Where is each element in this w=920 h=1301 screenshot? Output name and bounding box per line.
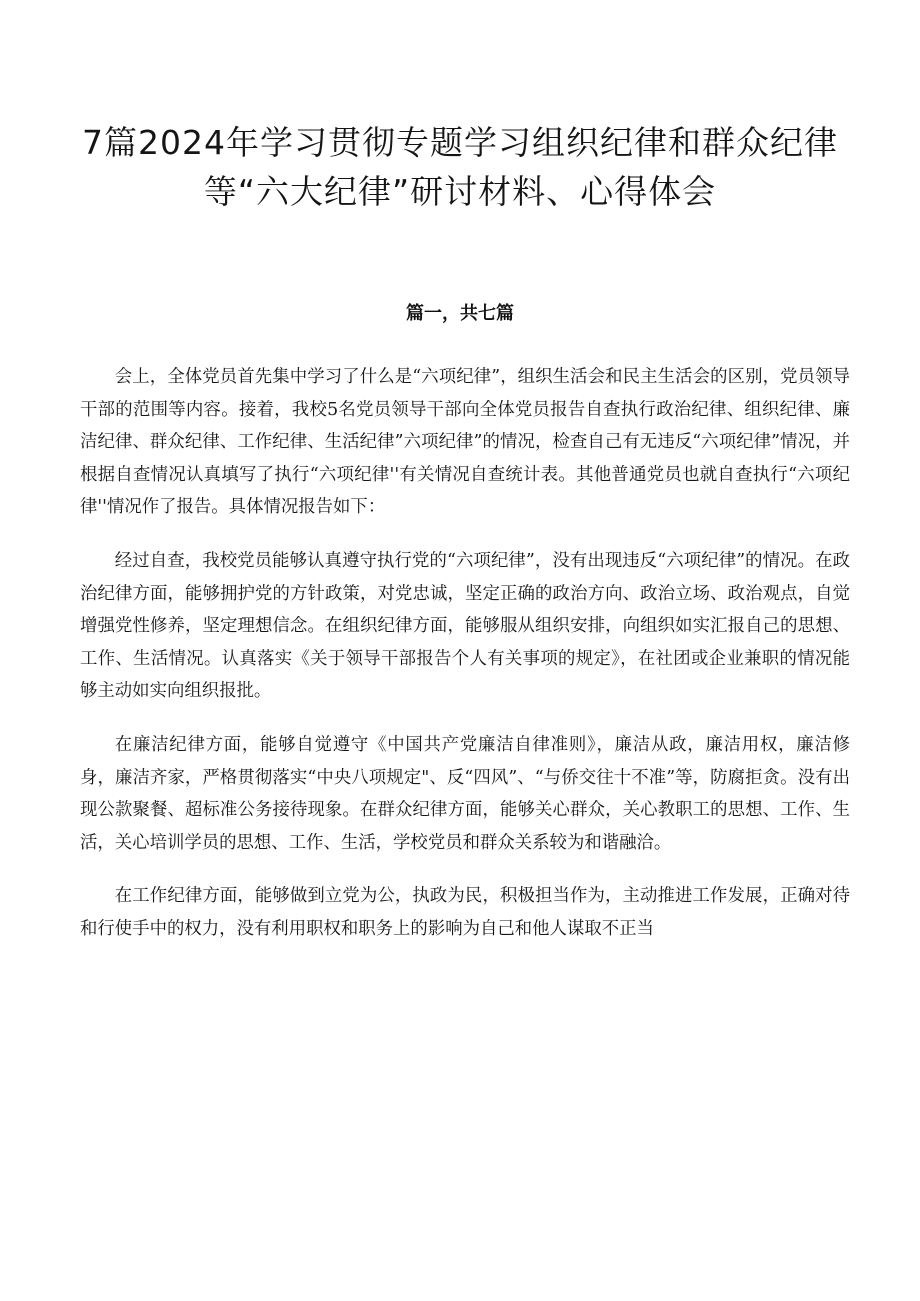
document-title-line-1: 7篇2024年学习贯彻专题学习组织纪律和群众纪律 — [82, 123, 838, 162]
paragraph-4: 在工作纪律方面，能够做到立党为公，执政为民，积极担当作为，主动推进工作发展，正确对待和行使手中的权力，没有利用职权和职务上的影响为自己和他人谋取不正当 — [80, 886, 850, 939]
document-title-line-2: 等“六大纪律”研讨材料、心得体会 — [203, 172, 717, 211]
document-title — [60, 118, 860, 216]
document-body — [80, 361, 850, 967]
paragraph-1: 会上，全体党员首先集中学习了什么是“六项纪律”，组织生活会和民主生活会的区别，党员领导干部的范围等内容。接着，我校5名党员领导干部向全体党员报告自查执行政治纪律、组织纪律、廉洁纪律、群众纪律、工作纪律、生活纪律”六项纪律”的情况，检查自己有无违反“六项纪律”情况，并根据自查情况认真填写了执行“六项纪律''有关情况自查统计表。其他普通党员也就自查执行“六项纪律''情况作了报告。具体情况报告如下： — [80, 367, 850, 518]
paragraph-2: 经过自查，我校党员能够认真遵守执行党的“六项纪律”，没有出现违反“六项纪律”的情况。在政治纪律方面，能够拥护党的方针政策，对党忠诚，坚定正确的政治方向、政治立场、政治观点，自觉增强党性修养，坚定理想信念。在组织纪律方面，能够服从组织安排，向组织如实汇报自己的思想、工作、生活情况。认真落实《关于领导干部报告个人有关事项的规定》，在社团或企业兼职的情况能够主动如实向组织报批。 — [80, 550, 850, 702]
section-heading: 篇一，共七篇 — [406, 303, 514, 324]
paragraph-3: 在廉洁纪律方面，能够自觉遵守《中国共产党廉洁自律准则》，廉洁从政，廉洁用权，廉洁修身，廉洁齐家，严格贯彻落实“中央八项规定"、反“四风”、“与侨交往十不准”等，防腐拒贪。没有出现公款聚餐、超标准公务接待现象。在群众纪律方面，能够关心群众，关心教职工的思想、工作、生活，关心培训学员的思想、工作、生活，学校党员和群众关系较为和谐融洽。 — [80, 734, 850, 853]
